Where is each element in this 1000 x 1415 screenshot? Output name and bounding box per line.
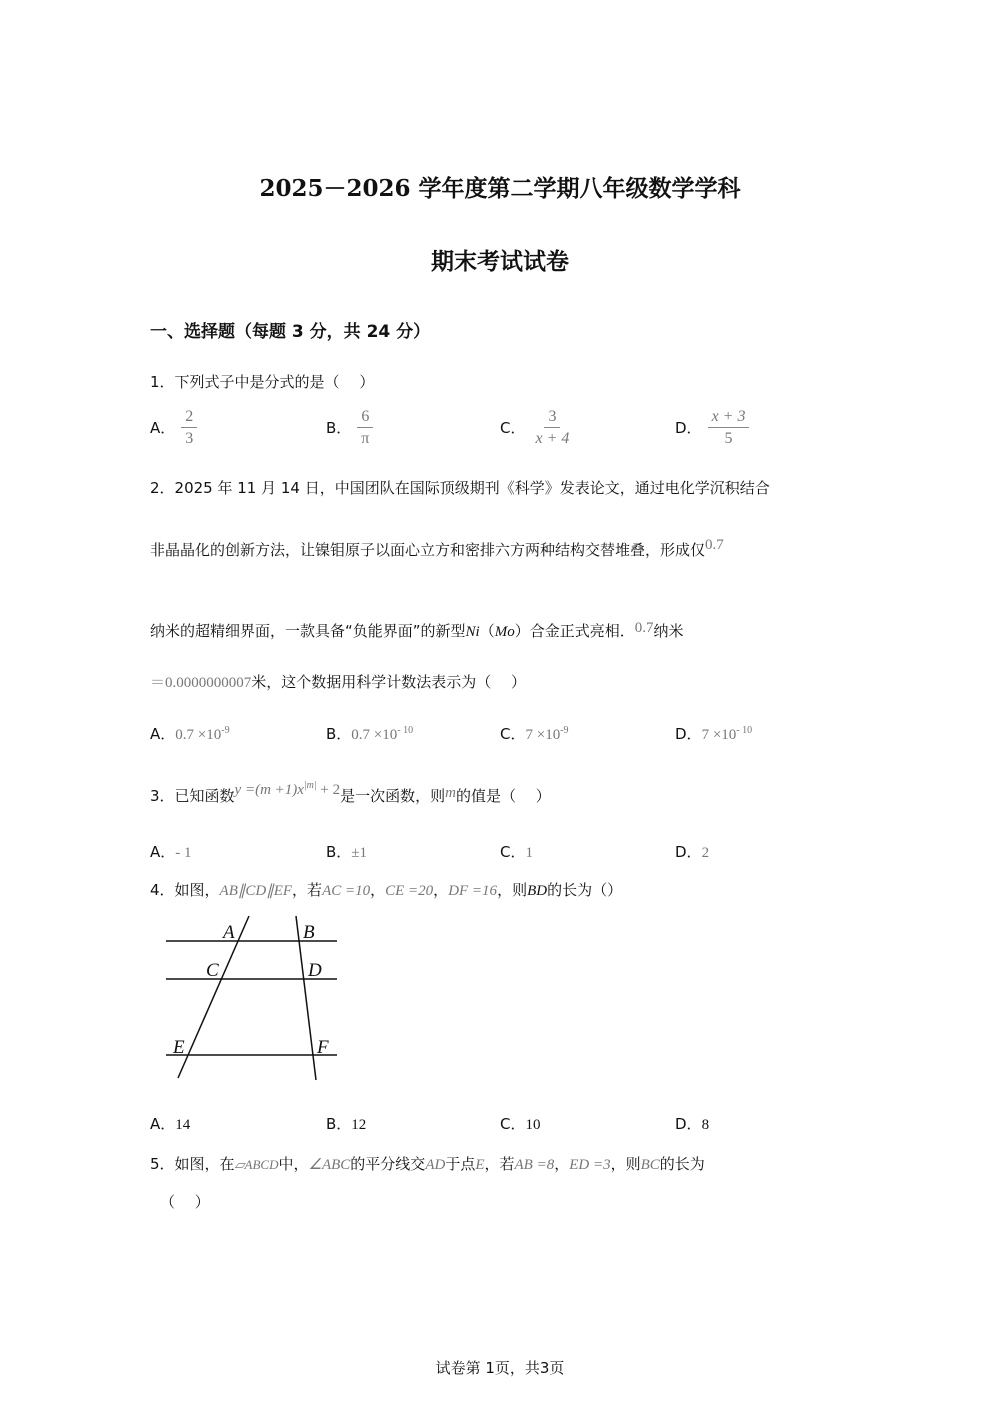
exponent: |m| [303,780,317,791]
math-value: 0.7 ×10 [351,727,398,743]
fraction [181,407,197,450]
math-var: BC [640,1157,660,1173]
point-label-a: A [223,922,235,943]
option-label: D． [675,843,702,861]
denominator: π [361,430,370,447]
q4-option-c [500,1113,540,1134]
q3-option-b [326,841,367,862]
numerator: 6 [357,407,373,428]
math-var: Mo [494,624,515,640]
text: 的值是（ ） [456,787,551,805]
option-value: 8 [701,1117,710,1133]
math-parallelogram: ▱ABCD [234,1157,279,1172]
question-3-stem [150,780,551,806]
q3-option-a [150,841,192,862]
q1-option-c [500,407,573,450]
math-value: 7 ×10 [701,727,737,743]
q1-option-d [675,407,749,450]
q2-option-c [500,723,569,744]
math-condition: AC =10 [322,883,371,899]
question-2-line3 [150,620,684,641]
math-formula: y =(m +1)x [234,782,304,798]
text: ，则 [497,881,528,899]
text: 米，这个数据用科学计数法表示为（ ） [251,673,527,691]
text: ，若 [292,881,323,899]
exam-title-line2: 期末考试试卷 [431,248,569,275]
option-label: B． [326,1115,352,1133]
exponent: - 10 [397,725,414,736]
math-condition: AB∥CD∥EF [219,883,293,899]
text: 中， [278,1155,309,1173]
question-5-line2: （ ） [160,1193,210,1211]
point-label-b: B [303,922,315,943]
point-label-d: D [308,960,322,981]
text: ，若 [484,1155,515,1173]
option-label: C． [500,419,526,437]
math-condition: AB =8 [514,1157,555,1173]
option-value: 12 [351,1117,367,1133]
math-angle: ∠ABC [308,1157,351,1173]
math-var: BD [527,883,548,899]
option-label: A． [150,843,176,861]
option-label: C． [500,725,526,743]
option-label: A． [150,1115,176,1133]
math-number: ＝0.0000000007 [150,675,252,691]
q1-option-b [326,407,373,450]
text: 3．已知函数 [150,787,235,805]
numerator: 2 [181,407,197,428]
text: 5．如图，在 [150,1155,235,1173]
question-2-line1: 2．2025 年 11 月 14 日，中国团队在国际顶级期刊《科学》发表论文，通过电化学沉积结合 [150,479,770,497]
denominator: x + 4 [535,430,570,447]
denominator: 5 [724,430,733,447]
q4-option-a [150,1113,190,1134]
math-value: ±1 [351,845,368,861]
fraction [708,407,750,450]
text: ， [370,881,386,899]
math-var: AD [425,1157,446,1173]
exponent: -9 [221,725,230,736]
question-4-stem [150,879,622,900]
option-label: B． [326,419,352,437]
text: 的长为（） [547,881,623,899]
page-footer: 试卷第 1页，共3页 [435,1359,565,1377]
q2-option-d [675,723,752,744]
point-label-e: E [173,1037,185,1058]
q3-option-d [675,841,709,862]
math-value: 7 ×10 [525,727,561,743]
math-value: 1 [525,845,533,861]
math-var: Ni [465,624,480,640]
text: 非晶晶化的创新方法，让镍钼原子以面心立方和密排六方两种结构交替堆叠，形成仅 [150,541,706,559]
text: 的平分线交 [350,1155,426,1173]
text: 纳米 [653,622,684,640]
text: ， [554,1155,570,1173]
exam-title-line1: 2025－2026 学年度第二学期八年级数学学科 [259,175,741,202]
q4-parallel-lines-figure [160,910,350,1085]
question-5-line1 [150,1153,705,1174]
fraction [357,407,373,450]
option-label: C． [500,1115,526,1133]
math-number: 0.7 [705,537,724,553]
point-label-c: C [206,960,219,981]
question-1-stem: 1．下列式子中是分式的是（ ） [150,373,375,391]
numerator: x + 3 [708,407,750,428]
text: ， [433,881,449,899]
exponent: - 10 [736,725,753,736]
text: ）合金正式亮相． [514,622,635,640]
denominator: 3 [185,430,194,447]
section-heading: 一、选择题（每题 3 分，共 24 分） [150,322,431,342]
math-formula: + 2 [316,782,341,798]
text: （ [479,622,495,640]
question-2-line4 [150,671,526,692]
point-label-f: F [317,1037,329,1058]
option-label: B． [326,843,352,861]
text: 的长为 [659,1155,705,1173]
math-value: - 1 [175,845,192,861]
math-var: m [445,785,456,801]
option-label: A． [150,419,176,437]
numerator: 3 [544,407,560,428]
option-value: 14 [175,1117,191,1133]
math-number: 0.7 [634,620,654,636]
text: 于点 [445,1155,476,1173]
option-label: C． [500,843,526,861]
math-value: 2 [701,845,710,861]
option-value: 10 [525,1117,541,1133]
math-value: 0.7 ×10 [175,727,222,743]
text: 4．如图， [150,881,220,899]
math-condition: CE =20 [385,883,434,899]
option-label: D． [675,725,702,743]
q3-option-c [500,841,533,862]
math-condition: DF =16 [448,883,498,899]
text: ，则 [610,1155,641,1173]
q4-option-d [675,1113,709,1134]
option-label: D． [675,419,702,437]
exponent: -9 [560,725,569,736]
q1-option-a [150,407,197,450]
option-label: A． [150,725,176,743]
question-2-line2 [150,539,724,560]
q2-option-a [150,723,230,744]
text: 纳米的超精细界面，一款具备“负能界面”的新型 [150,622,466,640]
math-condition: ED =3 [569,1157,611,1173]
text: 是一次函数，则 [340,787,446,805]
q4-option-b [326,1113,366,1134]
math-var: E [475,1157,485,1173]
q2-option-b [326,723,413,744]
fraction [531,407,573,450]
option-label: B． [326,725,352,743]
option-label: D． [675,1115,702,1133]
